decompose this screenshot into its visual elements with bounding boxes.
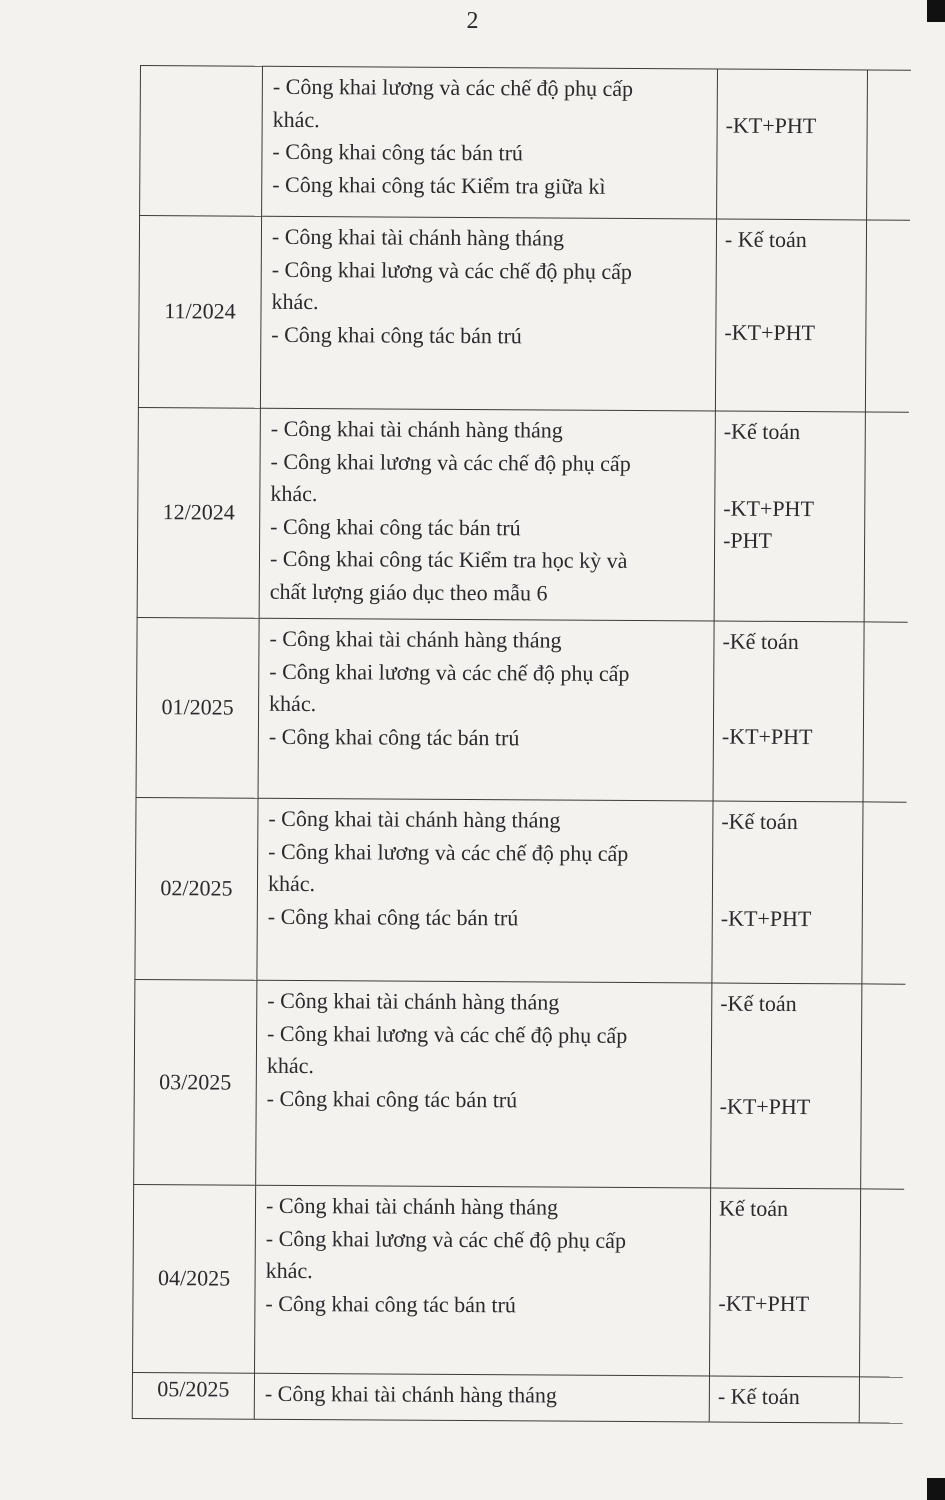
month-cell: 04/2025 [133,1184,256,1373]
responsible-line: -Kế toán [723,418,801,445]
table-row [133,1184,904,1377]
responsible-line: -KT+PHT [721,723,813,749]
responsible-cell [717,69,868,220]
task-cell [260,216,716,411]
task-line: - Công khai lương và các chế độ phụ cấp [265,1225,627,1253]
task-cell [257,798,713,983]
task-line: - Công khai tài chánh hàng tháng [270,415,563,443]
task-line: - Công khai công tác bán trú [271,321,522,348]
task-line: - Công khai công tác bán trú [266,1085,518,1112]
responsible-line: -KT+PHT [718,1290,810,1316]
extra-cell [863,622,907,802]
task-line: - Công khai lương và các chế độ phụ cấp [268,838,629,866]
month-cell [140,66,263,217]
responsible-line: -PHT [723,527,773,553]
task-line: khác. [272,106,320,132]
responsible-cell [712,801,863,984]
task-line: - Công khai lương và các chế độ phụ cấp [271,256,632,284]
task-line: - Công khai lương và các chế độ phụ cấp [267,1020,628,1048]
task-line: khác. [270,480,318,507]
task-cell [254,1373,709,1422]
extra-cell [864,412,908,622]
task-line: - Công khai tài chánh hàng tháng [265,1192,559,1220]
responsible-cell [710,1188,861,1377]
responsible-line: -KT+PHT [719,1093,811,1119]
task-line: - Công khai tài chánh hàng tháng [269,625,562,653]
month-cell: 11/2024 [138,216,261,409]
responsible-line: - Kế toán [717,1383,800,1410]
responsible-line: - Kế toán [724,226,807,253]
responsible-cell [711,983,862,1189]
extra-cell [865,220,909,412]
table-row [140,66,911,221]
task-cell [256,980,712,1188]
task-line: khác. [267,870,316,897]
task-line: - Công khai công tác bán trú [270,513,521,540]
responsible-cell [709,1376,859,1423]
extra-cell [861,984,905,1189]
table-row [137,407,908,622]
extra-cell [867,70,911,220]
task-cell [258,618,714,801]
schedule-table [132,65,911,1424]
responsible-line: -Kế toán [721,808,798,835]
task-line: - Công khai tài chánh hàng tháng [271,223,565,251]
task-line: - Công khai công tác Kiểm tra giữa kì [272,171,606,199]
table-row [138,216,909,413]
responsible-line: -Kế toán [722,628,799,655]
month-cell: 12/2024 [137,407,260,618]
responsible-line: -KT+PHT [725,112,817,139]
task-line: - Công khai công tác bán trú [272,138,524,166]
task-line: khác. [271,288,319,315]
responsible-line: -Kế toán [720,990,797,1017]
task-line: chất lượng giáo dục theo mẫu 6 [269,578,548,605]
month-cell: 02/2025 [135,797,258,980]
task-line: khác. [265,1257,313,1284]
task-line: - Công khai tài chánh hàng tháng [267,987,560,1015]
extra-cell [862,802,906,984]
month-cell: 05/2025 [132,1372,254,1419]
task-line: - Công khai lương và các chế độ phụ cấp [272,73,634,102]
task-cell [262,66,718,219]
task-line: - Công khai lương và các chế độ phụ cấp [270,448,631,476]
extra-cell [859,1189,903,1377]
extra-cell [859,1377,902,1423]
responsible-line: -KT+PHT [724,319,816,345]
task-line: khác. [269,690,317,717]
responsible-line: -KT+PHT [720,905,812,931]
table-row [135,797,906,984]
responsible-cell [714,411,865,622]
responsible-cell [715,219,866,412]
task-line: - Công khai công tác bán trú [268,723,520,750]
task-line: - Công khai tài chánh hàng tháng [264,1380,558,1408]
responsible-line: Kế toán [718,1195,789,1221]
responsible-line: -KT+PHT [723,495,815,521]
task-line: - Công khai lương và các chế độ phụ cấp [269,658,630,686]
schedule-table-wrapper [132,65,911,1424]
table-row [136,617,907,802]
task-cell [255,1185,711,1376]
month-cell: 03/2025 [134,979,257,1185]
task-line: khác. [266,1052,314,1079]
responsible-cell [713,621,864,802]
month-cell: 01/2025 [136,617,259,798]
scan-corner-mark-bottom [927,1478,945,1500]
table-row [134,979,905,1189]
task-line: - Công khai công tác Kiểm tra học kỳ và [269,545,628,573]
task-line: - Công khai công tác bán trú [265,1290,517,1317]
page-number: 2 [466,8,479,34]
table-row [132,1372,902,1423]
task-cell [259,408,715,621]
task-line: - Công khai công tác bán trú [267,903,519,930]
task-line: - Công khai tài chánh hàng tháng [268,805,561,833]
